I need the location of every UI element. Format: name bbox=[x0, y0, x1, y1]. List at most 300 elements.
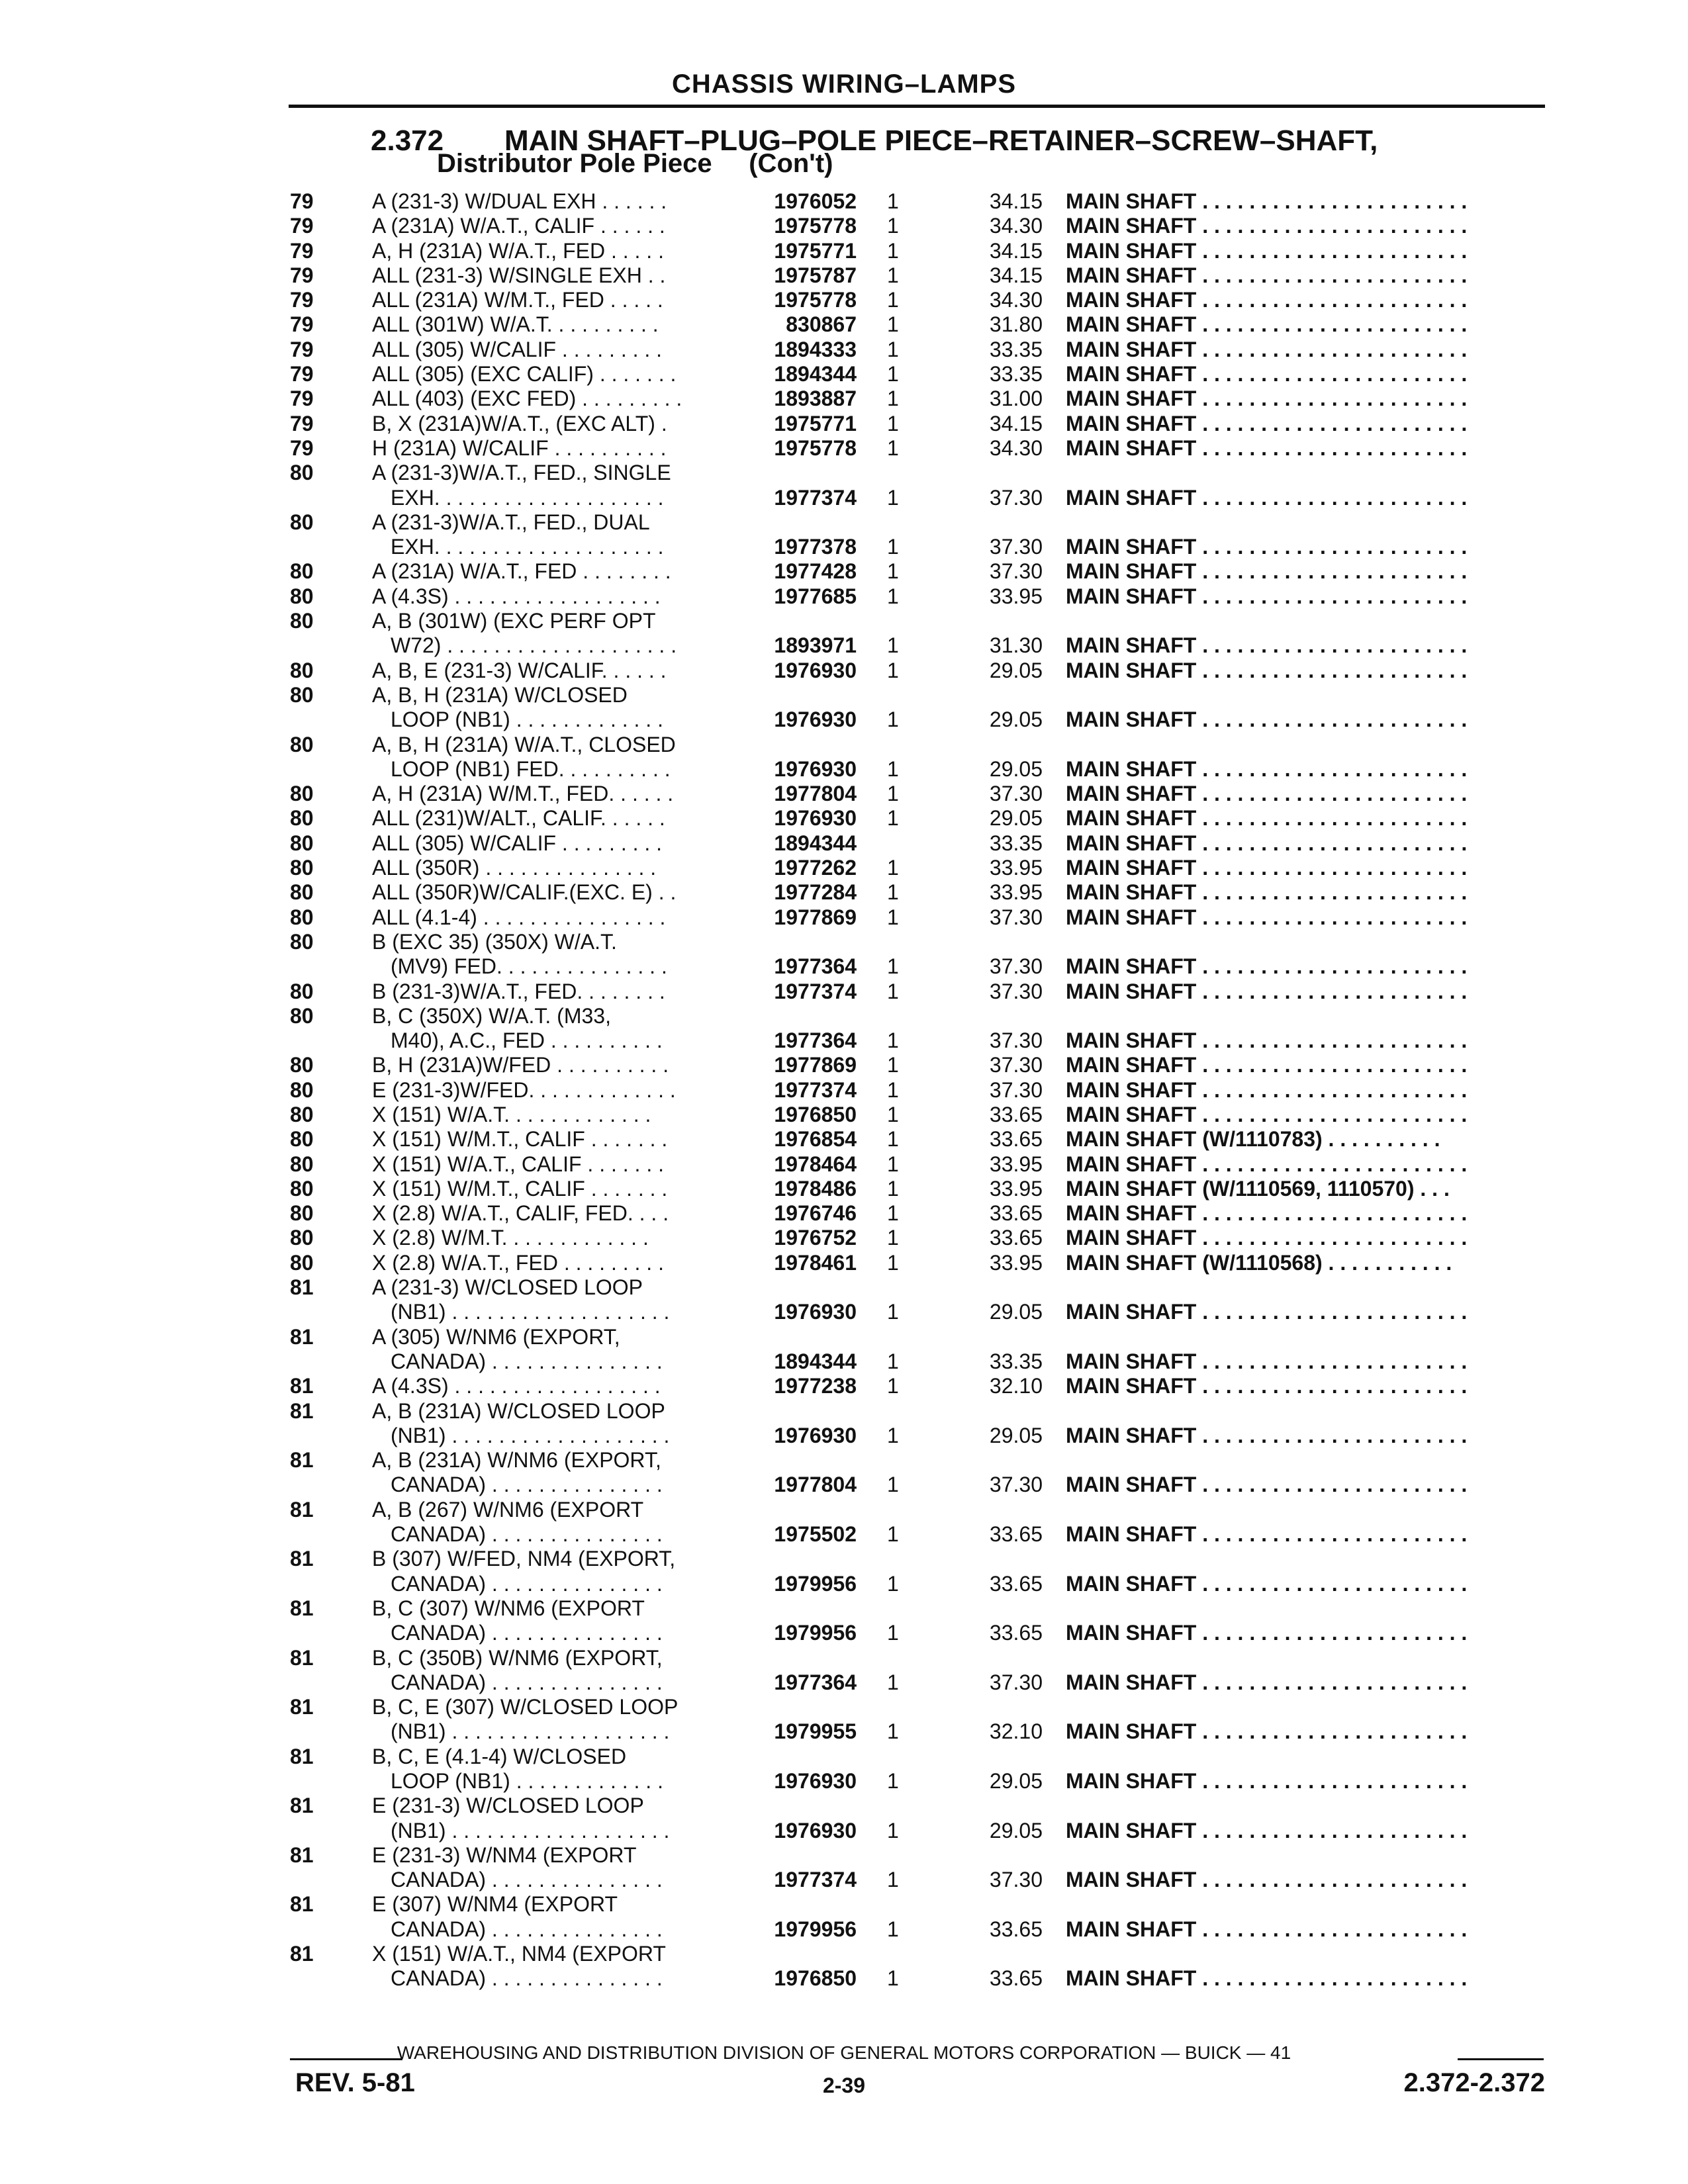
application: B, C, E (307) W/CLOSED LOOP bbox=[372, 1695, 679, 1719]
price: 33.95 bbox=[989, 1152, 1043, 1176]
application: A (231-3)W/A.T., FED., DUAL bbox=[372, 510, 650, 534]
part-number: 1976850 bbox=[774, 1966, 857, 1991]
price: 37.30 bbox=[989, 1077, 1043, 1102]
table-row bbox=[0, 1349, 1688, 1374]
application: CANADA) . . . . . . . . . . . . . . . bbox=[391, 1917, 663, 1941]
application: ALL (305) W/CALIF . . . . . . . . . bbox=[372, 337, 663, 361]
description: MAIN SHAFT . . . . . . . . . . . . . . . . . . . . . . . bbox=[1066, 756, 1468, 781]
application: CANADA) . . . . . . . . . . . . . . . bbox=[391, 1571, 663, 1596]
item-number: 81 bbox=[290, 1695, 314, 1719]
part-number: 1893887 bbox=[774, 387, 857, 411]
table-row bbox=[0, 312, 1688, 337]
item-number: 80 bbox=[290, 1226, 314, 1250]
application: B, C (307) W/NM6 (EXPORT bbox=[372, 1596, 645, 1620]
application: B, H (231A)W/FED . . . . . . . . . . bbox=[372, 1053, 669, 1077]
item-number: 79 bbox=[290, 238, 314, 263]
table-row bbox=[0, 1424, 1688, 1448]
price: 34.15 bbox=[989, 263, 1043, 287]
description: MAIN SHAFT . . . . . . . . . . . . . . . . . . . . . . . bbox=[1066, 1670, 1468, 1694]
quantity: 1 bbox=[887, 856, 899, 880]
description: MAIN SHAFT . . . . . . . . . . . . . . . . . . . . . . . bbox=[1066, 535, 1468, 559]
table-row bbox=[0, 1868, 1688, 1892]
table-row bbox=[0, 486, 1688, 510]
application: X (2.8) W/A.T., FED . . . . . . . . . bbox=[372, 1250, 664, 1275]
application: A (231A) W/A.T., FED . . . . . . . . bbox=[372, 559, 671, 584]
item-number: 80 bbox=[290, 929, 314, 954]
quantity: 1 bbox=[887, 979, 899, 1003]
item-number: 80 bbox=[290, 782, 314, 806]
price: 37.30 bbox=[989, 1868, 1043, 1892]
price: 34.15 bbox=[989, 189, 1043, 213]
price: 33.95 bbox=[989, 1250, 1043, 1275]
price: 29.05 bbox=[989, 1423, 1043, 1447]
description: MAIN SHAFT . . . . . . . . . . . . . . . . . . . . . . . bbox=[1066, 1300, 1468, 1324]
section-range: 2.372-2.372 bbox=[1403, 2068, 1545, 2097]
table-row bbox=[0, 1794, 1688, 1818]
description: MAIN SHAFT . . . . . . . . . . . . . . . . . . . . . . . bbox=[1066, 238, 1468, 263]
table-row bbox=[0, 362, 1688, 387]
price: 33.35 bbox=[989, 337, 1043, 361]
item-number: 79 bbox=[290, 362, 314, 387]
application: B (231-3)W/A.T., FED. . . . . . . . bbox=[372, 979, 665, 1003]
application: B, C (350B) W/NM6 (EXPORT, bbox=[372, 1645, 663, 1670]
part-number: 830867 bbox=[786, 312, 857, 337]
application: W72) . . . . . . . . . . . . . . . . . . . . bbox=[391, 633, 677, 658]
description: MAIN SHAFT . . . . . . . . . . . . . . . . . . . . . . . bbox=[1066, 1102, 1468, 1126]
table-row bbox=[0, 806, 1688, 831]
quantity: 1 bbox=[887, 559, 899, 584]
application: A, B (231A) W/CLOSED LOOP bbox=[372, 1398, 665, 1423]
quantity: 1 bbox=[887, 1201, 899, 1226]
price: 33.35 bbox=[989, 831, 1043, 855]
item-number: 80 bbox=[290, 1077, 314, 1102]
table-row bbox=[0, 535, 1688, 559]
description: MAIN SHAFT . . . . . . . . . . . . . . . . . . . . . . . bbox=[1066, 979, 1468, 1003]
item-number: 81 bbox=[290, 1497, 314, 1522]
part-number: 1976746 bbox=[774, 1201, 857, 1226]
quantity: 1 bbox=[887, 1818, 899, 1843]
part-number: 1893971 bbox=[774, 633, 857, 658]
price: 33.65 bbox=[989, 1571, 1043, 1596]
price: 37.30 bbox=[989, 1053, 1043, 1077]
table-row bbox=[0, 584, 1688, 609]
price: 33.35 bbox=[989, 1349, 1043, 1373]
item-number: 80 bbox=[290, 880, 314, 905]
quantity: 1 bbox=[887, 1621, 899, 1645]
item-number: 80 bbox=[290, 732, 314, 756]
part-number: 1976930 bbox=[774, 806, 857, 831]
table-row bbox=[0, 954, 1688, 979]
table-row bbox=[0, 1547, 1688, 1571]
part-number: 1979956 bbox=[774, 1917, 857, 1941]
application: X (151) W/M.T., CALIF . . . . . . . bbox=[372, 1176, 668, 1201]
description: MAIN SHAFT . . . . . . . . . . . . . . . . . . . . . . . bbox=[1066, 312, 1468, 337]
description: MAIN SHAFT . . . . . . . . . . . . . . . . . . . . . . . bbox=[1066, 189, 1468, 213]
description: MAIN SHAFT . . . . . . . . . . . . . . . . . . . . . . . bbox=[1066, 1966, 1468, 1991]
application: A (231-3) W/CLOSED LOOP bbox=[372, 1275, 643, 1300]
part-number: 1977374 bbox=[774, 485, 857, 510]
quantity: 1 bbox=[887, 214, 899, 238]
item-number: 81 bbox=[290, 1448, 314, 1473]
quantity: 1 bbox=[887, 337, 899, 361]
quantity: 1 bbox=[887, 1522, 899, 1547]
item-number: 79 bbox=[290, 288, 314, 312]
table-row bbox=[0, 387, 1688, 411]
section-subtitle: Distributor Pole Piece (Con't) bbox=[437, 149, 833, 178]
table-row bbox=[0, 461, 1688, 485]
table-row bbox=[0, 1646, 1688, 1670]
table-row bbox=[0, 510, 1688, 535]
table-row bbox=[0, 436, 1688, 461]
quantity: 1 bbox=[887, 535, 899, 559]
application: ALL (350R) . . . . . . . . . . . . . . . bbox=[372, 856, 657, 880]
part-number: 1977284 bbox=[774, 880, 857, 905]
table-row bbox=[0, 707, 1688, 732]
application: CANADA) . . . . . . . . . . . . . . . bbox=[391, 1670, 663, 1694]
application: ALL (350R)W/CALIF.(EXC. E) . . bbox=[372, 880, 677, 905]
page-title: CHASSIS WIRING–LAMPS bbox=[671, 69, 1017, 99]
item-number: 80 bbox=[290, 979, 314, 1003]
application: B, C, E (4.1-4) W/CLOSED bbox=[372, 1744, 627, 1768]
table-row bbox=[0, 1670, 1688, 1695]
item-number: 81 bbox=[290, 1398, 314, 1423]
part-number: 1976850 bbox=[774, 1102, 857, 1126]
table-row bbox=[0, 979, 1688, 1004]
quantity: 1 bbox=[887, 1226, 899, 1250]
table-row bbox=[0, 683, 1688, 707]
description: MAIN SHAFT . . . . . . . . . . . . . . . . . . . . . . . bbox=[1066, 411, 1468, 435]
application: CANADA) . . . . . . . . . . . . . . . bbox=[391, 1868, 663, 1892]
application: CANADA) . . . . . . . . . . . . . . . bbox=[391, 1349, 663, 1373]
quantity: 1 bbox=[887, 1127, 899, 1152]
application: B, X (231A)W/A.T., (EXC ALT) . bbox=[372, 411, 667, 435]
item-number: 79 bbox=[290, 214, 314, 238]
part-number: 1977378 bbox=[774, 535, 857, 559]
table-row bbox=[0, 1719, 1688, 1744]
description: MAIN SHAFT . . . . . . . . . . . . . . . . . . . . . . . bbox=[1066, 1374, 1468, 1398]
application: (NB1) . . . . . . . . . . . . . . . . . . . bbox=[391, 1719, 670, 1744]
table-row bbox=[0, 1917, 1688, 1942]
description: MAIN SHAFT . . . . . . . . . . . . . . . . . . . . . . . bbox=[1066, 856, 1468, 880]
description: MAIN SHAFT . . . . . . . . . . . . . . . . . . . . . . . bbox=[1066, 1818, 1468, 1843]
part-number: 1976930 bbox=[774, 1818, 857, 1843]
application: A, B, H (231A) W/CLOSED bbox=[372, 682, 628, 707]
part-number: 1979956 bbox=[774, 1571, 857, 1596]
description: MAIN SHAFT . . . . . . . . . . . . . . . . . . . . . . . bbox=[1066, 782, 1468, 806]
application: EXH. . . . . . . . . . . . . . . . . . . . bbox=[391, 535, 664, 559]
item-number: 80 bbox=[290, 806, 314, 831]
description: MAIN SHAFT . . . . . . . . . . . . . . . . . . . . . . . bbox=[1066, 263, 1468, 287]
application: M40), A.C., FED . . . . . . . . . . bbox=[391, 1028, 663, 1053]
item-number: 80 bbox=[290, 584, 314, 608]
table-row bbox=[0, 1621, 1688, 1645]
quantity: 1 bbox=[887, 658, 899, 682]
price: 33.65 bbox=[989, 1201, 1043, 1226]
application: ALL (231-3) W/SINGLE EXH . . bbox=[372, 263, 666, 287]
table-row bbox=[0, 782, 1688, 806]
part-number: 1979956 bbox=[774, 1621, 857, 1645]
item-number: 79 bbox=[290, 312, 314, 337]
title-rule bbox=[289, 105, 1545, 108]
application: (NB1) . . . . . . . . . . . . . . . . . . . bbox=[391, 1818, 670, 1843]
table-row bbox=[0, 1892, 1688, 1917]
table-row bbox=[0, 1966, 1688, 1991]
price: 37.30 bbox=[989, 485, 1043, 510]
quantity: 1 bbox=[887, 485, 899, 510]
application: LOOP (NB1) FED. . . . . . . . . . bbox=[391, 756, 671, 781]
part-number: 1977685 bbox=[774, 584, 857, 608]
quantity: 1 bbox=[887, 387, 899, 411]
part-number: 1976930 bbox=[774, 1769, 857, 1793]
part-number: 1977238 bbox=[774, 1374, 857, 1398]
table-row bbox=[0, 1152, 1688, 1177]
price: 31.00 bbox=[989, 387, 1043, 411]
price: 34.30 bbox=[989, 214, 1043, 238]
application: CANADA) . . . . . . . . . . . . . . . bbox=[391, 1621, 663, 1645]
item-number: 81 bbox=[290, 1324, 314, 1349]
application: E (231-3) W/NM4 (EXPORT bbox=[372, 1843, 637, 1867]
table-row bbox=[0, 659, 1688, 683]
description: MAIN SHAFT . . . . . . . . . . . . . . . . . . . . . . . bbox=[1066, 214, 1468, 238]
description: MAIN SHAFT . . . . . . . . . . . . . . . . . . . . . . . bbox=[1066, 337, 1468, 361]
item-number: 80 bbox=[290, 461, 314, 485]
item-number: 80 bbox=[290, 609, 314, 633]
part-number: 1975502 bbox=[774, 1522, 857, 1547]
item-number: 81 bbox=[290, 1547, 314, 1571]
application: ALL (305) W/CALIF . . . . . . . . . bbox=[372, 831, 663, 855]
description: MAIN SHAFT . . . . . . . . . . . . . . . . . . . . . . . bbox=[1066, 1868, 1468, 1892]
application: A, B, E (231-3) W/CALIF. . . . . . bbox=[372, 658, 667, 682]
application: A, B (301W) (EXC PERF OPT bbox=[372, 609, 656, 633]
application: X (151) W/A.T. . . . . . . . . . . . . bbox=[372, 1102, 651, 1126]
part-number: 1977364 bbox=[774, 1670, 857, 1694]
item-number: 79 bbox=[290, 337, 314, 361]
quantity: 1 bbox=[887, 782, 899, 806]
item-number: 81 bbox=[290, 1794, 314, 1818]
quantity: 1 bbox=[887, 1250, 899, 1275]
item-number: 81 bbox=[290, 1744, 314, 1768]
table-row bbox=[0, 263, 1688, 288]
part-number: 1979955 bbox=[774, 1719, 857, 1744]
part-number: 1977428 bbox=[774, 559, 857, 584]
table-row bbox=[0, 880, 1688, 905]
table-row bbox=[0, 412, 1688, 436]
table-row bbox=[0, 1028, 1688, 1053]
item-number: 81 bbox=[290, 1843, 314, 1867]
quantity: 1 bbox=[887, 362, 899, 387]
quantity: 1 bbox=[887, 189, 899, 213]
description: MAIN SHAFT . . . . . . . . . . . . . . . . . . . . . . . bbox=[1066, 435, 1468, 460]
price: 29.05 bbox=[989, 658, 1043, 682]
table-row bbox=[0, 1596, 1688, 1621]
item-number: 79 bbox=[290, 189, 314, 213]
description: MAIN SHAFT . . . . . . . . . . . . . . . . . . . . . . . bbox=[1066, 880, 1468, 905]
section-title: MAIN SHAFT–PLUG–POLE PIECE–RETAINER–SCREW–SHAFT, bbox=[504, 124, 1378, 157]
table-row bbox=[0, 1325, 1688, 1349]
quantity: 1 bbox=[887, 312, 899, 337]
application: LOOP (NB1) . . . . . . . . . . . . . bbox=[391, 1769, 663, 1793]
description: MAIN SHAFT (W/1110568) . . . . . . . . . . . bbox=[1066, 1250, 1452, 1275]
description: MAIN SHAFT . . . . . . . . . . . . . . . . . . . . . . . bbox=[1066, 806, 1468, 831]
description: MAIN SHAFT . . . . . . . . . . . . . . . . . . . . . . . bbox=[1066, 584, 1468, 608]
item-number: 80 bbox=[290, 1127, 314, 1152]
application: ALL (305) (EXC CALIF) . . . . . . . bbox=[372, 362, 677, 387]
table-row bbox=[0, 1226, 1688, 1250]
item-number: 80 bbox=[290, 905, 314, 929]
item-number: 80 bbox=[290, 856, 314, 880]
item-number: 80 bbox=[290, 1102, 314, 1126]
table-row bbox=[0, 1053, 1688, 1077]
part-number: 1978486 bbox=[774, 1176, 857, 1201]
quantity: 1 bbox=[887, 880, 899, 905]
application: E (231-3) W/CLOSED LOOP bbox=[372, 1794, 644, 1818]
application: X (2.8) W/M.T. . . . . . . . . . . . . bbox=[372, 1226, 649, 1250]
part-number: 1976930 bbox=[774, 707, 857, 732]
application: (NB1) . . . . . . . . . . . . . . . . . . . bbox=[391, 1423, 670, 1447]
revision-label: REV. 5-81 bbox=[295, 2068, 415, 2097]
application: A, B (267) W/NM6 (EXPORT bbox=[372, 1497, 644, 1522]
application: A, B, H (231A) W/A.T., CLOSED bbox=[372, 732, 676, 756]
quantity: 1 bbox=[887, 1102, 899, 1126]
application: ALL (4.1-4) . . . . . . . . . . . . . . . . bbox=[372, 905, 666, 929]
table-row bbox=[0, 1127, 1688, 1152]
table-row bbox=[0, 239, 1688, 263]
price: 37.30 bbox=[989, 979, 1043, 1003]
price: 29.05 bbox=[989, 756, 1043, 781]
quantity: 1 bbox=[887, 1670, 899, 1694]
item-number: 79 bbox=[290, 435, 314, 460]
price: 37.30 bbox=[989, 905, 1043, 929]
description: MAIN SHAFT . . . . . . . . . . . . . . . . . . . . . . . bbox=[1066, 387, 1468, 411]
price: 34.15 bbox=[989, 238, 1043, 263]
item-number: 80 bbox=[290, 658, 314, 682]
quantity: 1 bbox=[887, 1028, 899, 1053]
table-row bbox=[0, 1695, 1688, 1719]
item-number: 81 bbox=[290, 1596, 314, 1620]
quantity: 1 bbox=[887, 1374, 899, 1398]
price: 29.05 bbox=[989, 806, 1043, 831]
price: 33.95 bbox=[989, 856, 1043, 880]
part-number: 1975778 bbox=[774, 288, 857, 312]
price: 34.30 bbox=[989, 288, 1043, 312]
application: E (231-3)W/FED. . . . . . . . . . . . . bbox=[372, 1077, 676, 1102]
description: MAIN SHAFT . . . . . . . . . . . . . . . . . . . . . . . bbox=[1066, 1423, 1468, 1447]
table-row bbox=[0, 733, 1688, 757]
part-number: 1976752 bbox=[774, 1226, 857, 1250]
application: B, C (350X) W/A.T. (M33, bbox=[372, 1003, 611, 1028]
part-number: 1894344 bbox=[774, 362, 857, 387]
item-number: 80 bbox=[290, 1250, 314, 1275]
application: EXH. . . . . . . . . . . . . . . . . . . . bbox=[391, 485, 664, 510]
quantity: 1 bbox=[887, 1300, 899, 1324]
quantity: 1 bbox=[887, 1077, 899, 1102]
table-row bbox=[0, 831, 1688, 856]
price: 33.65 bbox=[989, 1917, 1043, 1941]
price: 33.95 bbox=[989, 584, 1043, 608]
item-number: 81 bbox=[290, 1645, 314, 1670]
description: MAIN SHAFT . . . . . . . . . . . . . . . . . . . . . . . bbox=[1066, 1077, 1468, 1102]
price: 37.30 bbox=[989, 559, 1043, 584]
part-number: 1977374 bbox=[774, 979, 857, 1003]
part-number: 1976930 bbox=[774, 658, 857, 682]
part-number: 1977804 bbox=[774, 782, 857, 806]
quantity: 1 bbox=[887, 1917, 899, 1941]
part-number: 1977869 bbox=[774, 905, 857, 929]
application: B (307) W/FED, NM4 (EXPORT, bbox=[372, 1547, 676, 1571]
quantity: 1 bbox=[887, 954, 899, 979]
footer-right-rule bbox=[1458, 2058, 1544, 2060]
table-row bbox=[0, 1275, 1688, 1300]
quantity: 1 bbox=[887, 1473, 899, 1497]
table-row bbox=[0, 214, 1688, 238]
price: 33.35 bbox=[989, 362, 1043, 387]
price: 33.65 bbox=[989, 1522, 1043, 1547]
table-row bbox=[0, 1498, 1688, 1522]
application: ALL (301W) W/A.T. . . . . . . . . . bbox=[372, 312, 659, 337]
table-row bbox=[0, 189, 1688, 214]
application: A (231-3)W/A.T., FED., SINGLE bbox=[372, 461, 671, 485]
application: CANADA) . . . . . . . . . . . . . . . bbox=[391, 1473, 663, 1497]
part-number: 1975778 bbox=[774, 214, 857, 238]
quantity: 1 bbox=[887, 1769, 899, 1793]
application: (NB1) . . . . . . . . . . . . . . . . . . . bbox=[391, 1300, 670, 1324]
description: MAIN SHAFT . . . . . . . . . . . . . . . . . . . . . . . bbox=[1066, 1917, 1468, 1941]
footer-text: WAREHOUSING AND DISTRIBUTION DIVISION OF GENERAL MOTORS CORPORATION — BUICK — 41 bbox=[397, 2042, 1291, 2063]
table-row bbox=[0, 609, 1688, 633]
table-row bbox=[0, 856, 1688, 880]
price: 37.30 bbox=[989, 1028, 1043, 1053]
table-row bbox=[0, 1078, 1688, 1103]
price: 33.95 bbox=[989, 1176, 1043, 1201]
table-row bbox=[0, 1448, 1688, 1473]
part-number: 1976930 bbox=[774, 1423, 857, 1447]
application: X (2.8) W/A.T., CALIF, FED. . . . bbox=[372, 1201, 669, 1226]
application: A, H (231A) W/A.T., FED . . . . . bbox=[372, 238, 664, 263]
part-number: 1976930 bbox=[774, 756, 857, 781]
quantity: 1 bbox=[887, 1571, 899, 1596]
quantity: 1 bbox=[887, 1868, 899, 1892]
price: 37.30 bbox=[989, 1670, 1043, 1694]
price: 33.65 bbox=[989, 1127, 1043, 1152]
description: MAIN SHAFT . . . . . . . . . . . . . . . . . . . . . . . bbox=[1066, 1152, 1468, 1176]
table-row bbox=[0, 1473, 1688, 1497]
table-row bbox=[0, 1522, 1688, 1547]
quantity: 1 bbox=[887, 1966, 899, 1991]
item-number: 80 bbox=[290, 682, 314, 707]
item-number: 80 bbox=[290, 1003, 314, 1028]
application: A (305) W/NM6 (EXPORT, bbox=[372, 1324, 620, 1349]
price: 31.80 bbox=[989, 312, 1043, 337]
description: MAIN SHAFT . . . . . . . . . . . . . . . . . . . . . . . bbox=[1066, 1201, 1468, 1226]
description: MAIN SHAFT . . . . . . . . . . . . . . . . . . . . . . . bbox=[1066, 1053, 1468, 1077]
item-number: 80 bbox=[290, 1053, 314, 1077]
table-row bbox=[0, 1843, 1688, 1868]
item-number: 80 bbox=[290, 559, 314, 584]
price: 33.95 bbox=[989, 880, 1043, 905]
application: A (4.3S) . . . . . . . . . . . . . . . . . . bbox=[372, 584, 661, 608]
quantity: 1 bbox=[887, 806, 899, 831]
part-number: 1976052 bbox=[774, 189, 857, 213]
description: MAIN SHAFT . . . . . . . . . . . . . . . . . . . . . . . bbox=[1066, 1769, 1468, 1793]
price: 31.30 bbox=[989, 633, 1043, 658]
table-row bbox=[0, 1399, 1688, 1424]
item-number: 81 bbox=[290, 1275, 314, 1300]
part-number: 1977364 bbox=[774, 954, 857, 979]
price: 29.05 bbox=[989, 707, 1043, 732]
quantity: 1 bbox=[887, 263, 899, 287]
description: MAIN SHAFT . . . . . . . . . . . . . . . . . . . . . . . bbox=[1066, 1226, 1468, 1250]
table-row bbox=[0, 1745, 1688, 1769]
